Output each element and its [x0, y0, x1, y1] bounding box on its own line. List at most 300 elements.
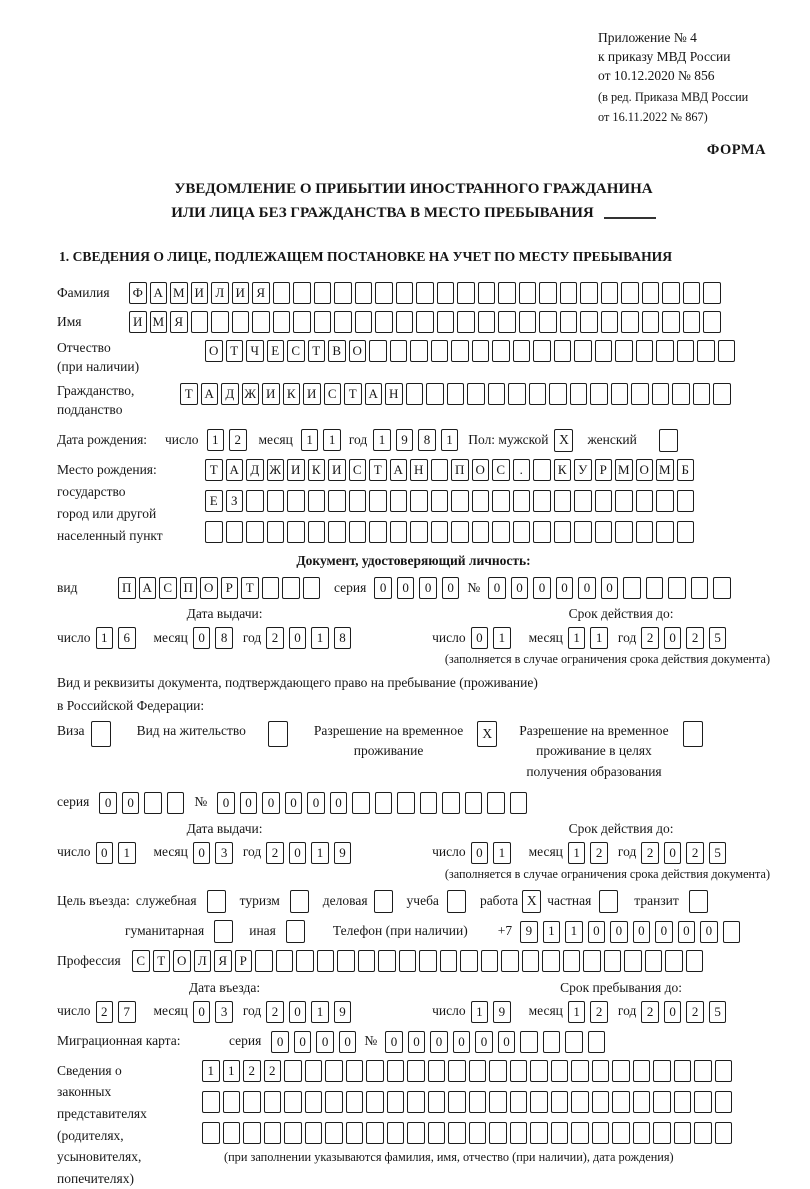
char-cell[interactable] [513, 521, 531, 543]
char-cell[interactable] [378, 950, 396, 972]
char-cell[interactable] [366, 1122, 384, 1144]
char-cell[interactable] [571, 1122, 589, 1144]
char-cell[interactable] [612, 1060, 630, 1082]
char-cell[interactable] [472, 490, 490, 512]
char-cell[interactable] [580, 282, 598, 304]
purpose-humanitarian-checkbox[interactable] [214, 920, 233, 943]
char-cell[interactable]: П [180, 577, 198, 599]
doc-kind-input[interactable] [118, 577, 320, 599]
char-cell[interactable] [633, 1060, 651, 1082]
char-cell[interactable] [656, 490, 674, 512]
char-cell[interactable] [623, 577, 641, 599]
char-cell[interactable] [369, 340, 387, 362]
char-cell[interactable]: Я [170, 311, 188, 333]
char-cell[interactable] [571, 1091, 589, 1113]
birthplace-line1-input[interactable] [205, 459, 694, 481]
purpose-other-checkbox[interactable] [286, 920, 305, 943]
char-cell[interactable]: 0 [285, 792, 303, 814]
char-cell[interactable]: З [226, 490, 244, 512]
char-cell[interactable] [325, 1091, 343, 1113]
char-cell[interactable] [366, 1091, 384, 1113]
char-cell[interactable] [420, 792, 438, 814]
char-cell[interactable]: 7 [118, 1001, 136, 1023]
char-cell[interactable]: Л [194, 950, 212, 972]
char-cell[interactable] [387, 1122, 405, 1144]
residence-permit-checkbox[interactable] [268, 721, 288, 747]
char-cell[interactable] [621, 311, 639, 333]
char-cell[interactable]: Д [221, 383, 239, 405]
char-cell[interactable]: 0 [488, 577, 506, 599]
char-cell[interactable] [646, 577, 664, 599]
char-cell[interactable] [451, 521, 469, 543]
char-cell[interactable]: 2 [96, 1001, 114, 1023]
char-cell[interactable]: 0 [193, 627, 211, 649]
char-cell[interactable]: 9 [396, 429, 414, 451]
char-cell[interactable] [191, 311, 209, 333]
char-cell[interactable]: 0 [471, 842, 489, 864]
char-cell[interactable]: 0 [471, 627, 489, 649]
birth-year-input[interactable] [373, 429, 458, 451]
char-cell[interactable] [520, 1031, 538, 1053]
char-cell[interactable]: 2 [641, 842, 659, 864]
char-cell[interactable]: Р [221, 577, 239, 599]
char-cell[interactable]: Л [211, 282, 229, 304]
char-cell[interactable] [346, 1122, 364, 1144]
char-cell[interactable]: Т [180, 383, 198, 405]
char-cell[interactable] [686, 950, 704, 972]
char-cell[interactable] [653, 1091, 671, 1113]
char-cell[interactable] [533, 490, 551, 512]
char-cell[interactable] [390, 490, 408, 512]
char-cell[interactable] [469, 1060, 487, 1082]
char-cell[interactable]: 0 [289, 842, 307, 864]
char-cell[interactable]: 1 [202, 1060, 220, 1082]
purpose-business-checkbox[interactable] [374, 890, 393, 913]
char-cell[interactable]: О [472, 459, 490, 481]
migcard-number-input[interactable] [385, 1031, 605, 1053]
char-cell[interactable] [431, 459, 449, 481]
char-cell[interactable] [574, 521, 592, 543]
char-cell[interactable] [510, 1122, 528, 1144]
char-cell[interactable] [691, 577, 709, 599]
char-cell[interactable] [595, 521, 613, 543]
char-cell[interactable] [407, 1122, 425, 1144]
char-cell[interactable]: О [200, 577, 218, 599]
char-cell[interactable] [447, 383, 465, 405]
char-cell[interactable]: И [328, 459, 346, 481]
char-cell[interactable]: 2 [266, 627, 284, 649]
char-cell[interactable]: 1 [493, 627, 511, 649]
char-cell[interactable]: 1 [568, 627, 586, 649]
char-cell[interactable] [349, 521, 367, 543]
char-cell[interactable] [287, 490, 305, 512]
purpose-work-checkbox[interactable]: X [522, 890, 541, 913]
char-cell[interactable] [703, 282, 721, 304]
char-cell[interactable] [694, 1122, 712, 1144]
char-cell[interactable] [652, 383, 670, 405]
char-cell[interactable] [317, 950, 335, 972]
char-cell[interactable]: С [324, 383, 342, 405]
char-cell[interactable] [226, 521, 244, 543]
char-cell[interactable] [469, 1091, 487, 1113]
char-cell[interactable]: 8 [334, 627, 352, 649]
char-cell[interactable]: 0 [419, 577, 437, 599]
entry-month-input[interactable] [193, 1001, 233, 1023]
char-cell[interactable]: А [139, 577, 157, 599]
char-cell[interactable]: О [636, 459, 654, 481]
char-cell[interactable]: 0 [678, 921, 696, 943]
char-cell[interactable] [554, 490, 572, 512]
char-cell[interactable]: Т [226, 340, 244, 362]
char-cell[interactable] [533, 521, 551, 543]
char-cell[interactable]: М [615, 459, 633, 481]
char-cell[interactable]: 0 [99, 792, 117, 814]
patronymic-input[interactable] [205, 340, 735, 362]
char-cell[interactable] [656, 521, 674, 543]
char-cell[interactable]: 0 [533, 577, 551, 599]
char-cell[interactable] [328, 490, 346, 512]
char-cell[interactable]: 0 [664, 842, 682, 864]
char-cell[interactable]: А [390, 459, 408, 481]
char-cell[interactable]: Т [241, 577, 259, 599]
char-cell[interactable]: С [349, 459, 367, 481]
char-cell[interactable] [595, 340, 613, 362]
char-cell[interactable] [633, 1122, 651, 1144]
char-cell[interactable] [633, 1091, 651, 1113]
char-cell[interactable] [387, 1060, 405, 1082]
char-cell[interactable]: Я [252, 282, 270, 304]
char-cell[interactable] [448, 1122, 466, 1144]
char-cell[interactable] [703, 311, 721, 333]
char-cell[interactable]: 2 [266, 842, 284, 864]
char-cell[interactable]: П [451, 459, 469, 481]
char-cell[interactable] [396, 282, 414, 304]
char-cell[interactable] [590, 383, 608, 405]
char-cell[interactable]: К [554, 459, 572, 481]
char-cell[interactable] [410, 521, 428, 543]
char-cell[interactable] [611, 383, 629, 405]
char-cell[interactable] [205, 521, 223, 543]
char-cell[interactable] [437, 311, 455, 333]
char-cell[interactable]: 1 [311, 1001, 329, 1023]
char-cell[interactable] [397, 792, 415, 814]
char-cell[interactable] [530, 1060, 548, 1082]
char-cell[interactable] [296, 950, 314, 972]
char-cell[interactable]: Т [205, 459, 223, 481]
char-cell[interactable]: 0 [610, 921, 628, 943]
char-cell[interactable]: 0 [307, 792, 325, 814]
sex-female-checkbox[interactable] [659, 429, 678, 452]
char-cell[interactable]: 1 [471, 1001, 489, 1023]
char-cell[interactable] [396, 311, 414, 333]
char-cell[interactable] [513, 490, 531, 512]
char-cell[interactable] [677, 490, 695, 512]
char-cell[interactable]: 0 [633, 921, 651, 943]
char-cell[interactable]: 3 [215, 842, 233, 864]
birthplace-line2-input[interactable] [205, 490, 694, 512]
stay-year-input[interactable] [641, 1001, 726, 1023]
char-cell[interactable] [612, 1091, 630, 1113]
char-cell[interactable]: О [349, 340, 367, 362]
char-cell[interactable] [560, 282, 578, 304]
res-expiry-year-input[interactable] [641, 842, 726, 864]
char-cell[interactable] [293, 282, 311, 304]
char-cell[interactable]: 0 [217, 792, 235, 814]
char-cell[interactable] [467, 383, 485, 405]
char-cell[interactable] [519, 311, 537, 333]
char-cell[interactable]: 8 [418, 429, 436, 451]
char-cell[interactable] [489, 1091, 507, 1113]
char-cell[interactable]: У [574, 459, 592, 481]
char-cell[interactable]: 1 [207, 429, 225, 451]
char-cell[interactable]: 9 [334, 1001, 352, 1023]
char-cell[interactable] [529, 383, 547, 405]
char-cell[interactable] [202, 1122, 220, 1144]
char-cell[interactable]: Р [235, 950, 253, 972]
char-cell[interactable] [489, 1060, 507, 1082]
temp-residence-checkbox[interactable]: X [477, 721, 497, 747]
char-cell[interactable]: Ч [246, 340, 264, 362]
purpose-study-checkbox[interactable] [447, 890, 466, 913]
char-cell[interactable] [604, 950, 622, 972]
char-cell[interactable]: С [287, 340, 305, 362]
char-cell[interactable] [621, 282, 639, 304]
char-cell[interactable] [284, 1060, 302, 1082]
char-cell[interactable] [636, 490, 654, 512]
char-cell[interactable]: 0 [664, 1001, 682, 1023]
char-cell[interactable]: А [201, 383, 219, 405]
char-cell[interactable] [399, 950, 417, 972]
char-cell[interactable]: 0 [453, 1031, 471, 1053]
char-cell[interactable]: Ж [267, 459, 285, 481]
char-cell[interactable]: 1 [223, 1060, 241, 1082]
purpose-official-checkbox[interactable] [207, 890, 226, 913]
char-cell[interactable] [723, 921, 741, 943]
char-cell[interactable] [519, 282, 537, 304]
expiry-month-input[interactable] [568, 627, 608, 649]
char-cell[interactable] [267, 490, 285, 512]
char-cell[interactable] [287, 521, 305, 543]
char-cell[interactable]: А [150, 282, 168, 304]
char-cell[interactable] [615, 340, 633, 362]
char-cell[interactable] [574, 490, 592, 512]
char-cell[interactable]: И [191, 282, 209, 304]
char-cell[interactable]: 1 [118, 842, 136, 864]
char-cell[interactable] [305, 1091, 323, 1113]
char-cell[interactable] [530, 1122, 548, 1144]
char-cell[interactable]: 2 [243, 1060, 261, 1082]
char-cell[interactable] [390, 340, 408, 362]
char-cell[interactable] [583, 950, 601, 972]
char-cell[interactable] [428, 1122, 446, 1144]
char-cell[interactable]: 2 [686, 1001, 704, 1023]
char-cell[interactable]: 0 [578, 577, 596, 599]
char-cell[interactable] [574, 340, 592, 362]
char-cell[interactable] [346, 1091, 364, 1113]
char-cell[interactable] [554, 521, 572, 543]
birth-month-input[interactable] [301, 429, 341, 451]
char-cell[interactable] [355, 311, 373, 333]
char-cell[interactable] [624, 950, 642, 972]
char-cell[interactable] [715, 1122, 733, 1144]
char-cell[interactable] [264, 1091, 282, 1113]
char-cell[interactable]: 2 [686, 627, 704, 649]
char-cell[interactable]: И [262, 383, 280, 405]
char-cell[interactable]: 0 [664, 627, 682, 649]
residence-series-input[interactable] [99, 792, 184, 814]
char-cell[interactable] [282, 577, 300, 599]
res-expiry-day-input[interactable] [471, 842, 511, 864]
char-cell[interactable] [677, 521, 695, 543]
char-cell[interactable] [305, 1060, 323, 1082]
char-cell[interactable] [308, 490, 326, 512]
char-cell[interactable] [390, 521, 408, 543]
representatives-line1-input[interactable] [202, 1060, 732, 1082]
birth-day-input[interactable] [207, 429, 247, 451]
purpose-tourism-checkbox[interactable] [290, 890, 309, 913]
char-cell[interactable] [551, 1060, 569, 1082]
char-cell[interactable] [325, 1060, 343, 1082]
char-cell[interactable] [457, 282, 475, 304]
char-cell[interactable] [167, 792, 185, 814]
char-cell[interactable] [349, 490, 367, 512]
char-cell[interactable] [488, 383, 506, 405]
char-cell[interactable]: 0 [262, 792, 280, 814]
char-cell[interactable] [694, 1060, 712, 1082]
res-issue-year-input[interactable] [266, 842, 351, 864]
char-cell[interactable] [352, 792, 370, 814]
char-cell[interactable]: 0 [511, 577, 529, 599]
char-cell[interactable] [510, 792, 528, 814]
issue-month-input[interactable] [193, 627, 233, 649]
char-cell[interactable] [481, 950, 499, 972]
profession-input[interactable] [132, 950, 703, 972]
char-cell[interactable] [448, 1091, 466, 1113]
phone-input[interactable] [520, 921, 740, 943]
char-cell[interactable] [273, 311, 291, 333]
char-cell[interactable]: 1 [565, 921, 583, 943]
char-cell[interactable] [636, 340, 654, 362]
char-cell[interactable] [615, 490, 633, 512]
char-cell[interactable] [542, 950, 560, 972]
visa-checkbox[interactable] [91, 721, 111, 747]
char-cell[interactable]: М [656, 459, 674, 481]
char-cell[interactable] [314, 311, 332, 333]
char-cell[interactable]: Н [410, 459, 428, 481]
char-cell[interactable] [419, 950, 437, 972]
char-cell[interactable] [387, 1091, 405, 1113]
char-cell[interactable] [513, 340, 531, 362]
char-cell[interactable] [662, 311, 680, 333]
char-cell[interactable] [472, 340, 490, 362]
char-cell[interactable] [570, 383, 588, 405]
char-cell[interactable]: 2 [264, 1060, 282, 1082]
char-cell[interactable] [554, 340, 572, 362]
char-cell[interactable] [549, 383, 567, 405]
char-cell[interactable] [264, 1122, 282, 1144]
char-cell[interactable] [416, 282, 434, 304]
char-cell[interactable] [718, 340, 736, 362]
char-cell[interactable] [601, 311, 619, 333]
char-cell[interactable]: 2 [590, 1001, 608, 1023]
char-cell[interactable] [501, 950, 519, 972]
char-cell[interactable]: М [150, 311, 168, 333]
char-cell[interactable] [631, 383, 649, 405]
char-cell[interactable] [668, 577, 686, 599]
char-cell[interactable]: Н [385, 383, 403, 405]
char-cell[interactable] [252, 311, 270, 333]
char-cell[interactable] [202, 1091, 220, 1113]
char-cell[interactable] [653, 1122, 671, 1144]
char-cell[interactable]: 0 [498, 1031, 516, 1053]
char-cell[interactable] [478, 311, 496, 333]
char-cell[interactable]: И [129, 311, 147, 333]
stay-month-input[interactable] [568, 1001, 608, 1023]
char-cell[interactable] [303, 577, 321, 599]
char-cell[interactable]: Т [153, 950, 171, 972]
char-cell[interactable]: 0 [193, 1001, 211, 1023]
res-issue-month-input[interactable] [193, 842, 233, 864]
char-cell[interactable]: 1 [96, 627, 114, 649]
char-cell[interactable]: 1 [301, 429, 319, 451]
char-cell[interactable] [563, 950, 581, 972]
char-cell[interactable]: В [328, 340, 346, 362]
char-cell[interactable] [674, 1060, 692, 1082]
representatives-line2-input[interactable] [202, 1091, 732, 1113]
char-cell[interactable]: 0 [193, 842, 211, 864]
char-cell[interactable] [508, 383, 526, 405]
char-cell[interactable]: 0 [475, 1031, 493, 1053]
char-cell[interactable] [533, 459, 551, 481]
char-cell[interactable]: 9 [334, 842, 352, 864]
char-cell[interactable] [595, 490, 613, 512]
char-cell[interactable]: 1 [493, 842, 511, 864]
char-cell[interactable]: 1 [568, 1001, 586, 1023]
char-cell[interactable] [448, 1060, 466, 1082]
char-cell[interactable] [255, 950, 273, 972]
res-issue-day-input[interactable] [96, 842, 136, 864]
char-cell[interactable]: Б [677, 459, 695, 481]
char-cell[interactable] [642, 311, 660, 333]
char-cell[interactable] [457, 311, 475, 333]
migcard-series-input[interactable] [271, 1031, 356, 1053]
char-cell[interactable] [472, 521, 490, 543]
char-cell[interactable] [346, 1060, 364, 1082]
char-cell[interactable] [375, 282, 393, 304]
char-cell[interactable] [674, 1091, 692, 1113]
char-cell[interactable]: 0 [339, 1031, 357, 1053]
char-cell[interactable]: 0 [316, 1031, 334, 1053]
char-cell[interactable] [375, 311, 393, 333]
char-cell[interactable]: С [132, 950, 150, 972]
char-cell[interactable] [560, 311, 578, 333]
char-cell[interactable] [406, 383, 424, 405]
char-cell[interactable] [416, 311, 434, 333]
char-cell[interactable] [592, 1091, 610, 1113]
char-cell[interactable] [431, 490, 449, 512]
char-cell[interactable] [551, 1122, 569, 1144]
char-cell[interactable]: 9 [493, 1001, 511, 1023]
char-cell[interactable] [431, 340, 449, 362]
char-cell[interactable]: 0 [655, 921, 673, 943]
char-cell[interactable] [243, 1122, 261, 1144]
char-cell[interactable]: . [513, 459, 531, 481]
char-cell[interactable] [410, 490, 428, 512]
char-cell[interactable]: К [283, 383, 301, 405]
char-cell[interactable] [437, 282, 455, 304]
char-cell[interactable]: 0 [430, 1031, 448, 1053]
char-cell[interactable] [694, 1091, 712, 1113]
